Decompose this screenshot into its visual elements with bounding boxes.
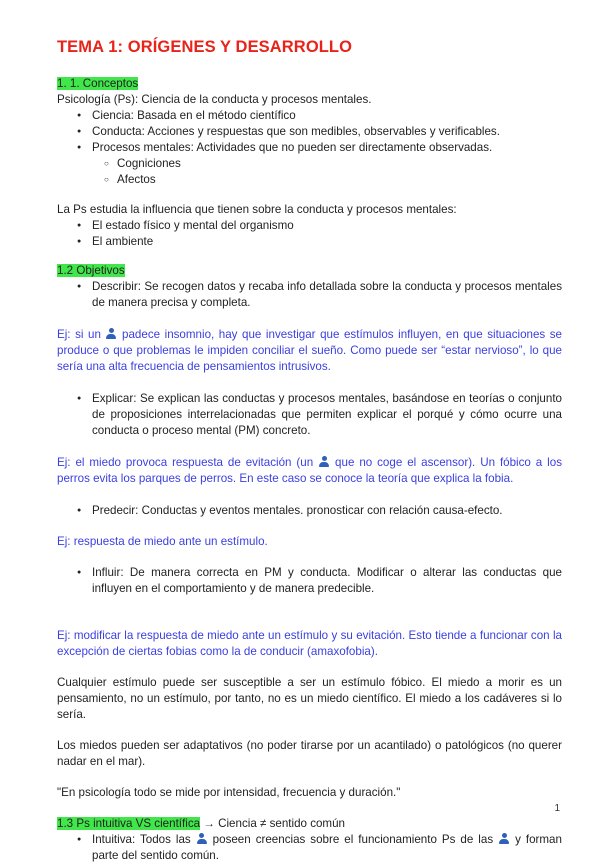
psychology-definition: Psicología (Ps): Ciencia de la conducta y procesos mentales. <box>57 93 372 106</box>
person-icon <box>106 328 116 339</box>
example-fear-response: Ej: respuesta de miedo ante un estímulo. <box>57 535 268 548</box>
example-modify-fear: Ej: modificar la respuesta de miedo ante un estímulo y su evitación. Esto tiende a funcionar con la excepción de ciertas fobias como la de conducir (amaxofobia). <box>57 629 562 658</box>
list-item: ● Influir: De manera correcta en PM y conducta. Modificar o alterar las conductas que influyen en el comportamiento y de manera predecible. <box>57 565 562 597</box>
sublist-item: ○ Cogniciones <box>57 156 562 172</box>
page-number: 1 <box>554 803 560 814</box>
document-page <box>57 38 562 864</box>
sublist-item: ○ Afectos <box>57 172 562 188</box>
list-item: ● Procesos mentales: Actividades que no pueden ser directamente observadas. ○ Cogniciones ○ Afectos <box>57 140 562 188</box>
objective-explicar <box>57 391 562 439</box>
objective-describir <box>57 279 562 311</box>
section-heading-conceptos: 1. 1. Conceptos <box>57 77 139 90</box>
section-heading-intuitiva: 1.3 Ps intuitiva VS científica → Ciencia ≠ sentido común <box>57 817 345 830</box>
list-item: ● Explicar: Se explican las conductas y procesos mentales, basándose en teorías o conjunto de proposiciones interrelacionadas que permiten explicar el porqué y cómo ocurre una conducta o proceso mental (PM) concreto. <box>57 391 562 439</box>
objective-influir <box>57 565 562 597</box>
list-item: ● Describir: Se recogen datos y recaba info detallada sobre la conducta y procesos mentales de manera precisa y completa. <box>57 279 562 311</box>
quote-measurement: "En psicología todo se mide por intensidad, frecuencia y duración." <box>57 786 401 799</box>
person-icon <box>197 833 207 844</box>
list-item: ● El estado físico y mental del organismo <box>57 218 562 234</box>
paragraph-adaptive-fears: Los miedos pueden ser adaptativos (no poder tirarse por un acantilado) o patológicos (no querer nadar en el mar). <box>57 739 562 768</box>
list-item: ● El ambiente <box>57 234 562 250</box>
person-icon <box>319 456 329 467</box>
person-icon <box>499 833 509 844</box>
page-title: TEMA 1: ORÍGENES Y DESARROLLO <box>57 38 353 56</box>
intuitive-list <box>57 832 562 864</box>
concepts-list <box>57 108 562 188</box>
example-insomnia: Ej: si un padece insomnio, hay que investigar que estímulos influyen, en que situaciones se produce o que problemas le impiden conciliar el sueño. Como puede ser “estar nervioso”, lo que sería una alta frecuencia de pensamientos intrusivos. <box>57 328 562 373</box>
influence-list <box>57 218 562 250</box>
objective-predecir <box>57 503 562 519</box>
list-item: ● Ciencia: Basada en el método científico <box>57 108 562 124</box>
list-item: ● Intuitiva: Todos las poseen creencias sobre el funcionamiento Ps de las y forman parte del sentido común. <box>57 832 562 864</box>
example-avoidance: Ej: el miedo provoca respuesta de evitación (un que no coge el ascensor). Un fóbico a los perros evita los parques de perros. En este caso se conoce la teoría que explica la fobia. <box>57 456 562 485</box>
section-heading-objetivos: 1.2 Objetivos <box>57 264 125 277</box>
paragraph-phobic-stimulus: Cualquier estímulo puede ser susceptible a ser un estímulo fóbico. El miedo a morir es un pensamiento, no un estímulo, por tanto, no es un miedo científico. El miedo a los cadáveres si lo sería. <box>57 676 562 721</box>
list-item: ● Predecir: Conductas y eventos mentales. pronosticar con relación causa-efecto. <box>57 503 562 519</box>
list-item: ● Conducta: Acciones y respuestas que son medibles, observables y verificables. <box>57 124 562 140</box>
influence-intro: La Ps estudia la influencia que tienen sobre la conducta y procesos mentales: <box>57 203 457 216</box>
mental-processes-sublist <box>92 156 562 188</box>
